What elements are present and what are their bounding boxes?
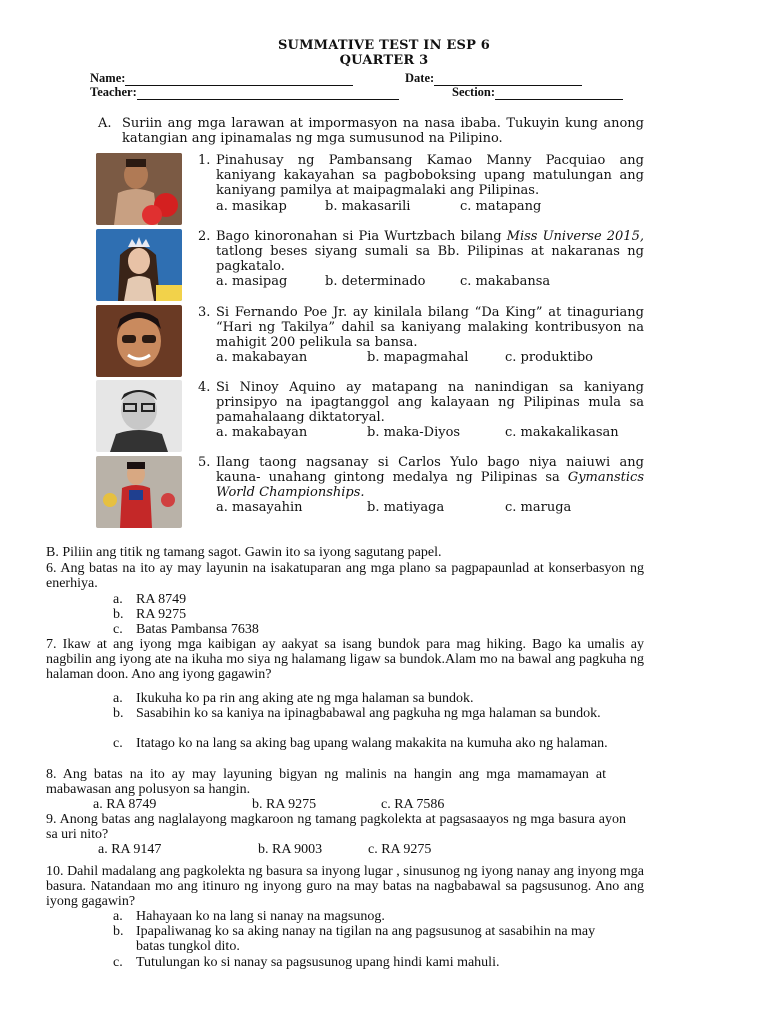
item-1-option-a[interactable]: a. masikap [216, 199, 287, 214]
item-2-option-c[interactable]: c. makabansa [460, 274, 551, 289]
question-10-option-a[interactable]: Hahayaan ko na lang si nanay na magsunog. [136, 909, 385, 924]
item-2-text-after: tatlong beses siyang sumali sa Bb. Pilipinas at nakaranas ng pagkatalo. [216, 244, 644, 274]
section-blank[interactable] [495, 87, 623, 100]
test-title: SUMMATIVE TEST IN ESP 6 [277, 38, 491, 53]
question-7-option-a-letter: a. [113, 691, 123, 706]
part-a-instruction: Suriin ang mga larawan at impormasyon na nasa ibaba. Tukuyin kung anong katangian ang ipinamalas ng mga sumusunod na Pilipino. [122, 116, 644, 146]
question-8-option-b[interactable]: b. RA 9275 [252, 797, 317, 812]
question-10-text: 10. Dahil madalang ang pagkolekta ng basura sa inyong lugar , sinusunog ng iyong nanay ang inyong mga basura. Natandaan mo ang itinuro ng inyong guro na may batas na nagbabawal sa pagsusunog. Ano ang iyong gagawin? [46, 864, 644, 909]
item-1-text: Pinahusay ng Pambansang Kamao Manny Pacquiao ang kaniyang kakayahan sa pagboboksing upang matulungan ang kaniyang pamilya at maipagmalaki ang Pilipinas. [216, 153, 644, 198]
question-7-option-c-letter: c. [113, 736, 123, 751]
item-3-option-b[interactable]: b. mapagmahal [367, 350, 469, 365]
question-7-option-a[interactable]: Ikukuha ko pa rin ang aking ate ng mga halaman sa bundok. [136, 691, 474, 706]
question-7-text: 7. Ikaw at ang iyong mga kaibigan ay aakyat sa isang bundok para mag hiking. Bago ka umalis ay nagbilin ang iyong ate na ikuha mo siya ng halamang ligaw sa bundok.Alam mo na bawal ang pagkuha ng halaman doon. Ano ang iyong gagawin? [46, 637, 644, 682]
item-5-option-c[interactable]: c. maruga [505, 500, 572, 515]
question-6-option-a[interactable]: RA 8749 [136, 592, 187, 607]
item-5-option-a[interactable]: a. masayahin [216, 500, 303, 515]
question-8-option-c[interactable]: c. RA 7586 [381, 797, 445, 812]
item-2-text [216, 229, 644, 274]
part-a-letter: A. [98, 116, 112, 131]
question-10-option-c[interactable]: Tutulungan ko si nanay sa pagsusunog upang hindi kami mahuli. [136, 955, 500, 970]
actor-icon [96, 305, 182, 377]
item-1-option-b[interactable]: b. makasarili [325, 199, 411, 214]
quarter-subtitle: QUARTER 3 [339, 53, 429, 68]
name-row [90, 71, 353, 86]
question-8-option-a[interactable]: a. RA 8749 [93, 797, 157, 812]
item-5-option-b[interactable]: b. matiyaga [367, 500, 445, 515]
item-2-option-b[interactable]: b. determinado [325, 274, 426, 289]
item-5-text-italic: Gymanstics World Championships. [216, 470, 644, 500]
question-10-option-b-letter: b. [113, 924, 124, 939]
question-6-text: 6. Ang batas na ito ay may layunin na isakatuparan ang mga plano sa pagpapaunlad at konserbasyon ng enerhiya. [46, 561, 644, 591]
section-label: Section: [452, 85, 496, 99]
question-9-option-b[interactable]: b. RA 9003 [258, 842, 323, 857]
pia-wurtzbach-photo [96, 229, 182, 301]
question-6-option-c-letter: c. [113, 622, 123, 637]
manny-pacquiao-photo [96, 153, 182, 225]
item-1-number: 1. [198, 153, 211, 168]
item-2-number: 2. [198, 229, 211, 244]
politician-icon [96, 380, 182, 452]
question-10-option-a-letter: a. [113, 909, 123, 924]
date-label: Date: [405, 71, 435, 85]
question-6-option-c[interactable]: Batas Pambansa 7638 [136, 622, 259, 637]
item-4-option-c[interactable]: c. makakalikasan [505, 425, 619, 440]
item-5-number: 5. [198, 455, 211, 470]
question-7-option-c[interactable]: Itatago ko na lang sa aking bag upang walang makakita na kumuha ako ng halaman. [136, 736, 608, 751]
question-6-option-a-letter: a. [113, 592, 123, 607]
question-9-text: 9. Anong batas ang naglalayong magkaroon ng tamang pagkolekta at pagsasaayos ng mga basura ayon sa uri nito? [46, 812, 626, 842]
item-2-option-a[interactable]: a. masipag [216, 274, 288, 289]
item-3-number: 3. [198, 305, 211, 320]
item-1-option-c[interactable]: c. matapang [460, 199, 542, 214]
item-5-text [216, 455, 644, 500]
question-10-option-b[interactable]: Ipapaliwanag ko sa aking nanay na tigilan na ang pagsusunog at sasabihin na may batas tungkol dito. [136, 924, 596, 954]
ninoy-aquino-photo [96, 380, 182, 452]
gymnast-icon [96, 456, 182, 528]
date-row [405, 71, 582, 86]
question-6-option-b-letter: b. [113, 607, 124, 622]
question-7-option-b-letter: b. [113, 706, 124, 721]
question-6-option-b[interactable]: RA 9275 [136, 607, 187, 622]
question-8-text: 8. Ang batas na ito ay may layuning bigyan ng malinis na hangin ang mga mamamayan at mabawasan ang polusyon sa hangin. [46, 767, 606, 797]
item-3-option-a[interactable]: a. makabayan [216, 350, 308, 365]
question-9-option-c[interactable]: c. RA 9275 [368, 842, 432, 857]
question-7-option-b[interactable]: Sasabihin ko sa kaniya na ipinagbabawal ang pagkuha ng mga halaman sa bundok. [136, 706, 601, 721]
beauty-queen-icon [96, 229, 182, 301]
item-3-text: Si Fernando Poe Jr. ay kinilala bilang “Da King” at tinaguriang “Hari ng Takilya” dahil sa kaniyang malaking kontribusyon na mahigit 200 pelikula sa bansa. [216, 305, 644, 350]
question-9-option-a[interactable]: a. RA 9147 [98, 842, 162, 857]
item-3-option-c[interactable]: c. produktibo [505, 350, 594, 365]
part-b-instruction: B. Piliin ang titik ng tamang sagot. Gawin ito sa iyong sagutang papel. [46, 545, 442, 560]
teacher-label: Teacher: [90, 85, 137, 99]
section-row [452, 85, 623, 100]
item-4-option-a[interactable]: a. makabayan [216, 425, 308, 440]
item-4-text: Si Ninoy Aquino ay matapang na nanindigan sa kaniyang prinsipyo na ipagtanggol ang kalayaan ng Pilipinas mula sa pamahalaang diktatoryal. [216, 380, 644, 425]
item-2-text-before: Bago kinoronahan si Pia Wurtzbach bilang [216, 229, 507, 244]
boxer-icon [96, 153, 182, 225]
item-4-option-b[interactable]: b. maka-Diyos [367, 425, 461, 440]
item-4-number: 4. [198, 380, 211, 395]
question-10-option-c-letter: c. [113, 955, 123, 970]
fernando-poe-jr-photo [96, 305, 182, 377]
item-2-text-italic: Miss Universe 2015, [506, 229, 644, 244]
carlos-yulo-photo [96, 456, 182, 528]
teacher-blank[interactable] [137, 87, 399, 100]
item-5-text-before: Ilang taong nagsanay si Carlos Yulo bago niya naiuwi ang kauna- unahang gintong medalya ng Pilipinas sa [216, 455, 644, 485]
name-label: Name: [90, 71, 126, 85]
teacher-row [90, 85, 399, 100]
